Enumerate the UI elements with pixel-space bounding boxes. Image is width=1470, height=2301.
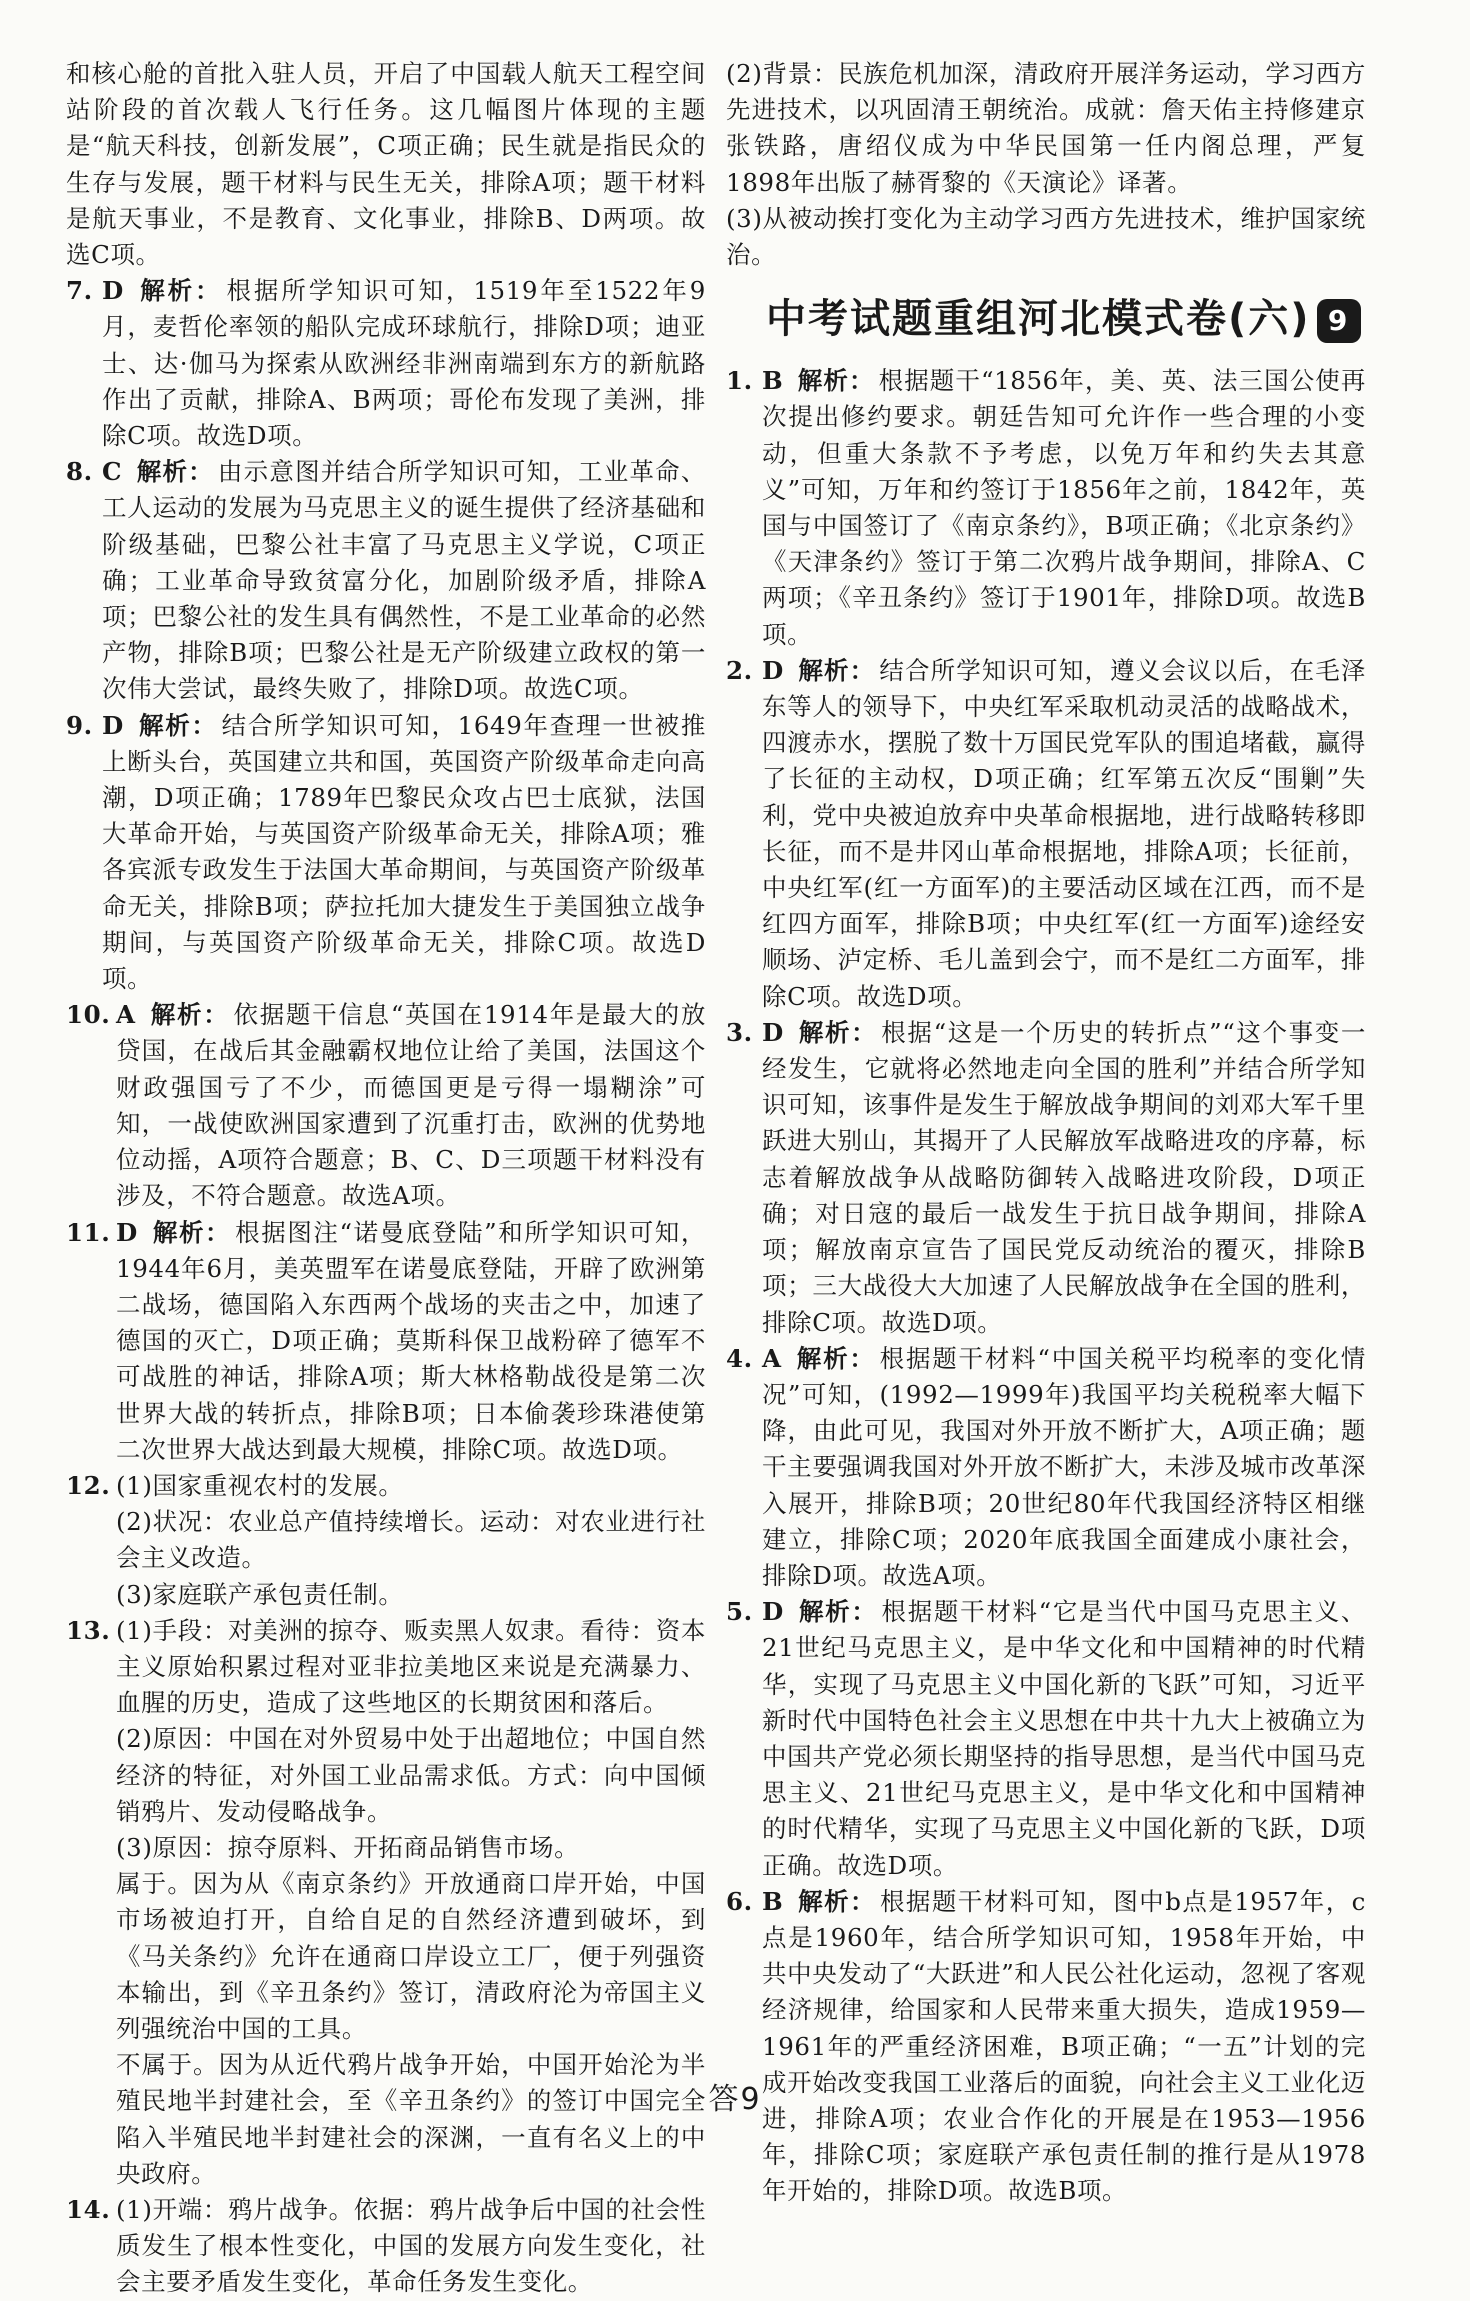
item-label: 解析： <box>137 276 223 306</box>
item-answer: B <box>762 366 784 396</box>
item-label: 解析： <box>797 1597 878 1627</box>
item-answer: A <box>116 1000 136 1030</box>
item-number: 4. <box>726 1343 753 1373</box>
answer-item-14 <box>66 2192 706 2301</box>
item-text: 根据题干“1856年，美、英、法三国公使再次提出修约要求。朝廷告知可允许作一些合理的小变动，但重大条款不予考虑，以免万年和约失去其意义”可知，万年和约签订于1856年之前，1842年，英国与中国签订了《南京条约》，B项正确；《北京条约》《天津条约》签订于第二次鸦片战争期间，排除A、C两项；《辛丑条约》签订于1901年，排除D项。故选B项。 <box>762 366 1366 649</box>
item-answer: A <box>762 1343 782 1373</box>
item-label: 解析： <box>136 457 214 487</box>
answer-item-6 <box>726 1884 1366 2210</box>
item-part: 不属于。因为从近代鸦片战争开始，中国开始沦为半殖民地半封建社会，至《辛丑条约》的签订中国完全陷入半殖民地半封建社会的深渊，一直有名义上的中央政府。 <box>116 2050 706 2188</box>
item-label: 解析： <box>149 1000 230 1030</box>
item-part: 属于。因为从《南京条约》开放通商口岸开始，中国市场被迫打开，自给自足的自然经济遭到破坏，到《马关条约》允许在通商口岸设立工厂，便于列强资本输出，到《辛丑条约》签订，清政府沦为帝国主义列强统治中国的工具。 <box>116 1869 706 2043</box>
item-label: 解析： <box>797 655 876 685</box>
item-number: 5. <box>726 1597 753 1627</box>
item-text: 由示意图并结合所学知识可知，工业革命、工人运动的发展为马克思主义的诞生提供了经济基础和阶级基础，巴黎公社丰富了马克思主义学说，C项正确；工业革命导致贫富分化，加剧阶级矛盾，排除A项；巴黎公社的发生具有偶然性，不是工业革命的必然产物，排除B项；巴黎公社是无产阶级建立政权的第一次伟大尝试，最终失败了，排除D项。故选C项。 <box>102 457 706 704</box>
page-number: 答9 <box>708 2082 762 2117</box>
answer-item-12 <box>66 1468 706 1613</box>
answer-item-10 <box>66 997 706 1214</box>
item-part: (1)国家重视农村的发展。 <box>116 1470 404 1500</box>
item-part: (2)原因：中国在对外贸易中处于出超地位；中国自然经济的特征，对外国工业品需求低。方式：向中国倾销鸦片、发动侵略战争。 <box>116 1724 706 1826</box>
item-part: (1)开端：鸦片战争。依据：鸦片战争后中国的社会性质发生了根本性变化，中国的发展方向发生变化，社会主要矛盾发生变化，革命任务发生变化。 <box>116 2194 706 2297</box>
answer-item-3 <box>726 1015 1366 1341</box>
answer-item-9 <box>66 708 706 998</box>
item-text: 根据图注“诺曼底登陆”和所学知识可知，1944年6月，美英盟军在诺曼底登陆，开辟了欧洲第二战场，德国陷入东西两个战场的夹击之中，加速了德国的灭亡，D项正确；莫斯科保卫战粉碎了德军不可战胜的神话，排除A项；斯大林格勒战役是第二次世界大战的转折点，排除B项；日本偷袭珍珠港使第二次世界大战达到最大规模，排除C项。故选D项。 <box>116 1217 706 1464</box>
item-answer: D <box>102 710 124 740</box>
item-text: 根据题干材料“它是当代中国马克思主义、21世纪马克思主义，是中华文化和中国精神的时代精华，实现了马克思主义中国化新的飞跃”可知，习近平新时代中国特色社会主义思想在中共十九大上被确立为中国共产党必须长期坚持的指导思想，是当代中国马克思主义、21世纪马克思主义，是中华文化和中国精神的时代精华，实现了马克思主义中国化新的飞跃，D项正确。故选D项。 <box>762 1597 1366 1880</box>
item-text: 根据题干材料“中国关税平均税率的变化情况”可知，(1992—1999年)我国平均关税税率大幅下降，由此可见，我国对外开放不断扩大，A项正确；题干主要强调我国对外开放不断扩大，未涉及城市改革深入展开，排除B项；20世纪80年代我国经济特区相继建立，排除C项；2020年底我国全面建成小康社会，排除D项。故选A项。 <box>762 1343 1366 1590</box>
item-text: 结合所学知识可知，1649年查理一世被推上断头台，英国建立共和国，英国资产阶级革命走向高潮，D项正确；1789年巴黎民众攻占巴士底狱，法国大革命开始，与英国资产阶级革命无关，排除A项；雅各宾派专政发生于法国大革命期间，与英国资产阶级革命无关，排除B项；萨拉托加大捷发生于美国独立战争期间，与英国资产阶级革命无关，排除C项。故选D项。 <box>102 710 706 994</box>
item-number: 14. <box>66 2194 111 2224</box>
item-number: 10. <box>66 1000 111 1030</box>
answer-item-2 <box>726 653 1366 1015</box>
item-number: 6. <box>726 1886 753 1916</box>
section-page-badge: 9 <box>1317 299 1361 343</box>
item-label: 解析： <box>151 1217 232 1247</box>
item-number: 11. <box>66 1217 111 1247</box>
item-number: 9. <box>66 710 93 740</box>
item-text: 根据所学知识可知，1519年至1522年9月，麦哲伦率领的船队完成环球航行，排除D项；迪亚士、达·伽马为探索从欧洲经非洲南端到东方的新航路作出了贡献，排除A、B两项；哥伦布发现了美洲，排除C项。故选D项。 <box>102 276 706 451</box>
continued-part: (3)从被动挨打变化为主动学习西方先进技术，维护国家统治。 <box>726 203 1366 270</box>
left-column <box>66 56 706 2301</box>
answer-item-8 <box>66 454 706 707</box>
right-column <box>726 56 1366 2210</box>
item-answer: B <box>762 1886 784 1916</box>
item-label: 解析： <box>797 1017 878 1047</box>
item-answer: D <box>102 276 124 306</box>
item-number: 2. <box>726 655 753 685</box>
item-text: 结合所学知识可知，遵义会议以后，在毛泽东等人的领导下，中央红军采取机动灵活的战略战术，四渡赤水，摆脱了数十万国民党军队的围追堵截，赢得了长征的主动权，D项正确；红军第五次反“围剿”失利，党中央被迫放弃中央革命根据地，进行战略转移即长征，而不是井冈山革命根据地，排除A项；长征前，中央红军(红一方面军)的主要活动区域在江西，而不是红四方面军，排除B项；中央红军(红一方面军)途经安顺场、泸定桥、毛儿盖到会宁，而不是红二方面军，排除C项。故选D项。 <box>762 655 1366 1011</box>
answer-item-11 <box>66 1215 706 1468</box>
item-answer: D <box>762 1597 784 1627</box>
item-text: 依据题干信息“英国在1914年是最大的放贷国，在战后其金融霸权地位让给了美国，法国这个财政强国亏了不少，而德国更是亏得一塌糊涂”可知，一战使欧洲国家遭到了沉重打击，欧洲的优势地位动摇，A项符合题意；B、C、D三项题干材料没有涉及，不符合题意。故选A项。 <box>116 1000 706 1211</box>
intro-paragraph: 和核心舱的首批入驻人员，开启了中国载人航天工程空间站阶段的首次载人飞行任务。这几幅图片体现的主题是“航天科技，创新发展”，C项正确；民生就是指民众的生存与发展，题干材料与民生无关，排除A项；题干材料是航天事业，不是教育、文化事业，排除B、D两项。故选C项。 <box>66 59 706 270</box>
section-title-text: 中考试题重组河北模式卷(六) <box>766 296 1311 343</box>
item-label: 解析： <box>797 366 875 396</box>
section-title <box>766 295 1366 343</box>
item-label: 解析： <box>795 1343 876 1373</box>
item-number: 1. <box>726 366 753 396</box>
item-label: 解析： <box>137 710 218 740</box>
answer-item-1 <box>726 363 1366 653</box>
item-part: (2)状况：农业总产值持续增长。运动：对农业进行社会主义改造。 <box>116 1507 706 1573</box>
item-number: 8. <box>66 457 93 487</box>
answer-item-4 <box>726 1341 1366 1594</box>
item-text: 根据题干材料可知，图中b点是1957年，c点是1960年，结合所学知识可知，1958年开始，中共中央发动了“大跃进”和人民公社化运动，忽视了客观经济规律，给国家和人民带来重大损失，造成1959—1961年的严重经济困难，B项正确；“一五”计划的完成开始改变我国工业落后的面貌，向社会主义工业化迈进，排除A项；农业合作化的开展是在1953—1956年，排除C项；家庭联产承包责任制的推行是从1978年开始的，排除D项。故选B项。 <box>762 1886 1366 2206</box>
item-number: 12. <box>66 1470 111 1500</box>
item-part: (1)手段：对美洲的掠夺、贩卖黑人奴隶。看待：资本主义原始积累过程对亚非拉美地区来说是充满暴力、血腥的历史，造成了这些地区的长期贫困和落后。 <box>116 1615 706 1718</box>
item-answer: C <box>102 457 123 487</box>
item-number: 7. <box>66 276 93 306</box>
item-label: 解析： <box>797 1886 876 1916</box>
continued-part: (2)背景：民族危机加深，清政府开展洋务运动，学习西方先进技术，以巩固清王朝统治。成就：詹天佑主持修建京张铁路，唐绍仪成为中华民国第一任内阁总理，严复1898年出版了赫胥黎的《天演论》译著。 <box>726 59 1366 197</box>
item-part: (3)原因：掠夺原料、开拓商品销售市场。 <box>116 1832 580 1862</box>
answer-item-5 <box>726 1594 1366 1884</box>
item-number: 3. <box>726 1017 753 1047</box>
item-answer: D <box>116 1217 138 1247</box>
item-answer: D <box>762 1017 784 1047</box>
item-answer: D <box>762 655 784 685</box>
answer-item-7 <box>66 273 706 454</box>
item-text: 根据“这是一个历史的转折点”“这个事变一经发生，它就将必然地走向全国的胜利”并结合所学知识可知，该事件是发生于解放战争期间的刘邓大军千里跃进大别山，其揭开了人民解放军战略进攻的序幕，标志着解放战争从战略防御转入战略进攻阶段，D项正确；对日寇的最后一战发生于抗日战争期间，排除A项；解放南京宣告了国民党反动统治的覆灭，排除B项；三大战役大大加速了人民解放战争在全国的胜利，排除C项。故选D项。 <box>762 1017 1366 1337</box>
item-part: (3)家庭联产承包责任制。 <box>116 1579 404 1609</box>
item-number: 13. <box>66 1615 111 1645</box>
